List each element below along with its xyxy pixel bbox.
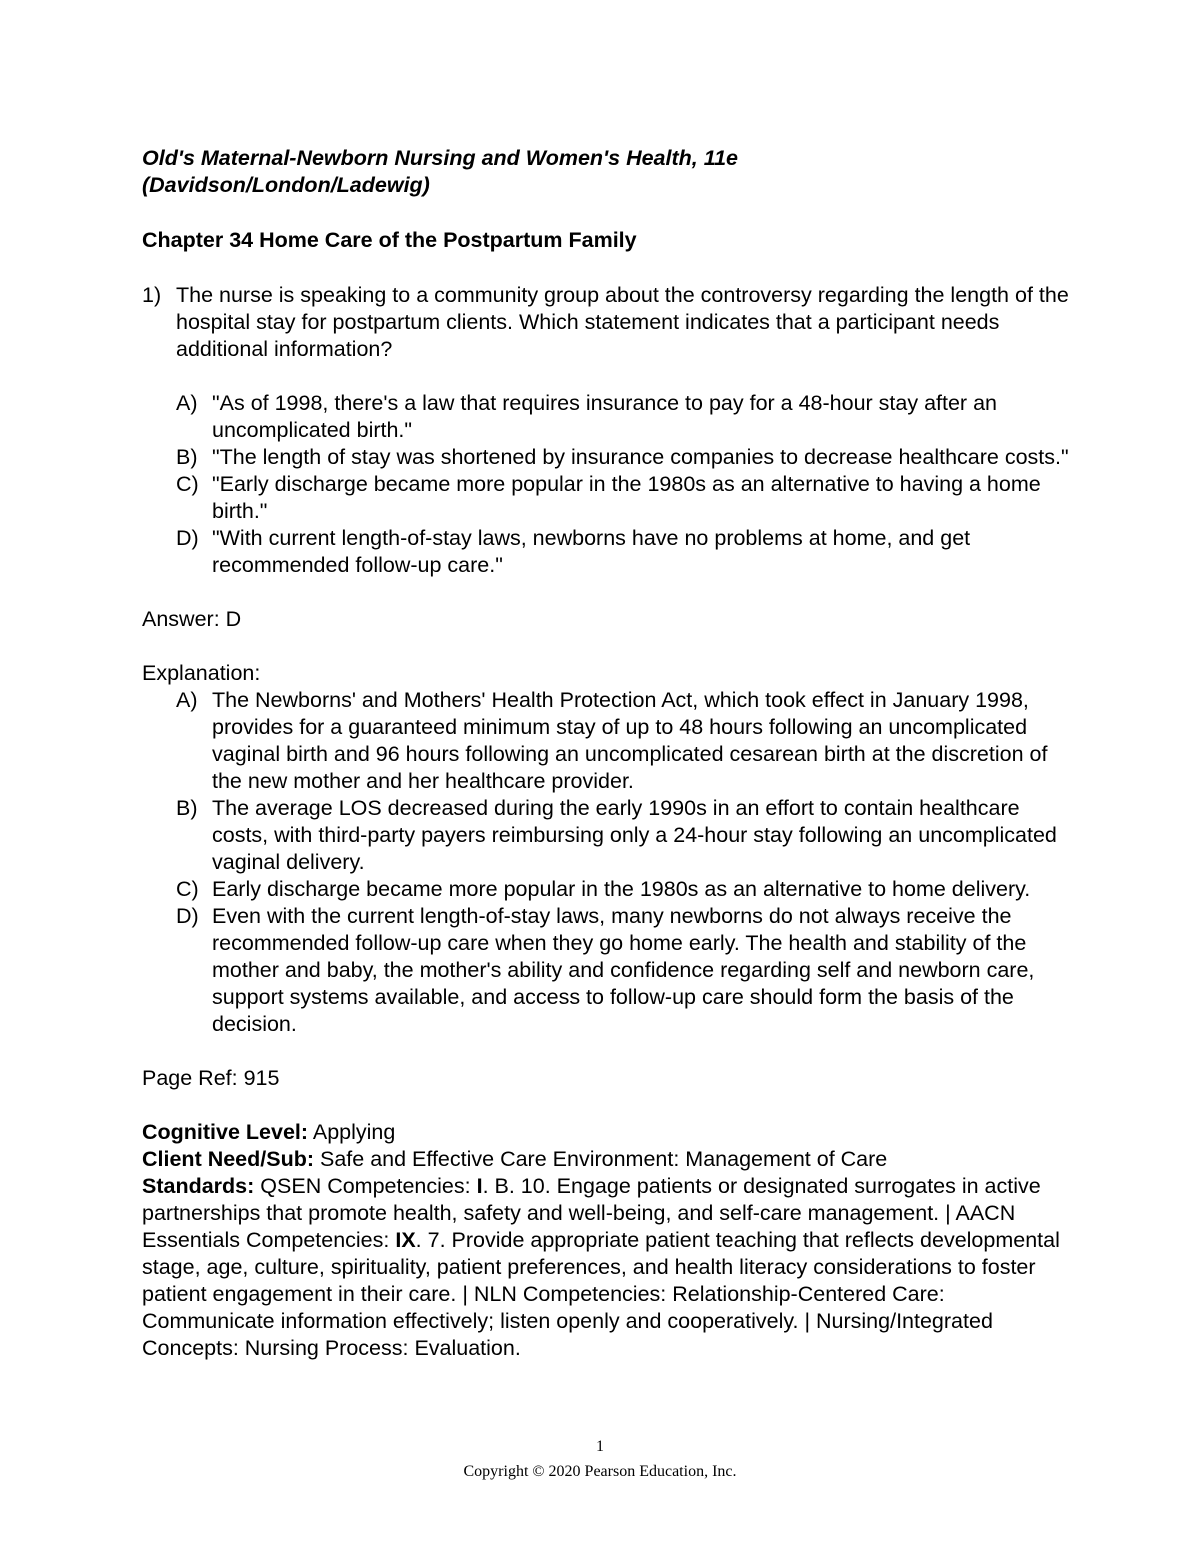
option-a	[176, 390, 1072, 444]
option-text: "As of 1998, there's a law that requires insurance to pay for a 48-hour stay after an uncomplicated birth."	[212, 391, 997, 442]
cognitive-level-label: Cognitive Level:	[142, 1120, 309, 1144]
explanation-text: Even with the current length-of-stay laws, many newborns do not always receive the recommended follow-up care when they go home early. The health and stability of the mother and baby, the mother's ability and confidence regarding self and newborn care, support systems available, and access to follow-up care should form the basis of the decision.	[212, 904, 1035, 1036]
explanation-item-d	[176, 903, 1072, 1038]
option-d	[176, 525, 1072, 579]
explanation-letter: D)	[176, 904, 199, 928]
client-need	[142, 1146, 1072, 1173]
book-title-line1: Old's Maternal-Newborn Nursing and Women's Health, 11e	[142, 146, 739, 170]
explanation-letter: C)	[176, 877, 199, 901]
client-need-label: Client Need/Sub:	[142, 1147, 315, 1171]
page-number: 1	[596, 1438, 604, 1455]
explanation-text: The average LOS decreased during the early 1990s in an effort to contain healthcare costs, with third-party payers reimbursing only a 24-hour stay following an uncomplicated vaginal delivery.	[212, 796, 1057, 874]
answer-options	[142, 390, 1072, 579]
book-title-line2: (Davidson/London/Ladewig)	[142, 173, 430, 197]
question-text: The nurse is speaking to a community group about the controversy regarding the length of the hospital stay for postpartum clients. Which statement indicates that a participant needs additional information?	[176, 283, 1069, 361]
option-text: "With current length-of-stay laws, newborns have no problems at home, and get recommended follow-up care."	[212, 526, 971, 577]
standards-emphasis: I	[476, 1174, 483, 1198]
document-page	[142, 145, 1072, 1362]
option-text: "Early discharge became more popular in the 1980s as an alternative to having a home birth."	[212, 472, 1041, 523]
standards-text: QSEN Competencies:	[254, 1174, 477, 1198]
answer: Answer: D	[142, 607, 242, 631]
explanation-letter: B)	[176, 796, 198, 820]
explanation-text: Early discharge became more popular in the 1980s as an alternative to home delivery.	[212, 877, 1031, 901]
standards-label: Standards:	[142, 1174, 255, 1198]
standards	[142, 1173, 1072, 1362]
client-need-value: Safe and Effective Care Environment: Management of Care	[314, 1147, 888, 1171]
explanation-letter: A)	[176, 688, 198, 712]
explanation-item-a	[176, 687, 1072, 795]
standards-emphasis: IX	[395, 1228, 416, 1252]
explanation	[142, 660, 1072, 1038]
book-title	[142, 145, 1072, 199]
standards-text: . 7. Provide appropriate patient teaching that reflects developmental stage, age, culture, spirituality, patient preferences, and health literacy considerations to foster patient engagement in their care. | NLN Competencies: Relationship-Centered Care: Communicate information effectively; listen openly and cooperatively. | Nursing/Integrated Concepts: Nursing Process: Evaluation.	[142, 1228, 1060, 1360]
copyright: Copyright © 2020 Pearson Education, Inc.	[463, 1463, 737, 1480]
question-number: 1)	[142, 283, 162, 307]
chapter-title: Chapter 34 Home Care of the Postpartum Family	[142, 228, 637, 252]
option-letter: D)	[176, 526, 199, 550]
option-b	[176, 444, 1072, 471]
cognitive-level-value: Applying	[308, 1120, 396, 1144]
explanation-text: The Newborns' and Mothers' Health Protection Act, which took effect in January 1998, provides for a guaranteed minimum stay of up to 48 hours following an uncomplicated vaginal birth and 96 hours following an uncomplicated cesarean birth at the discretion of the new mother and her healthcare provider.	[212, 688, 1048, 793]
explanation-items	[142, 687, 1072, 1038]
option-letter: A)	[176, 391, 198, 415]
question	[142, 282, 1072, 363]
explanation-label: Explanation:	[142, 661, 261, 685]
option-text: "The length of stay was shortened by insurance companies to decrease healthcare costs."	[212, 445, 1069, 469]
explanation-item-c	[176, 876, 1072, 903]
page-ref: Page Ref: 915	[142, 1066, 280, 1090]
option-letter: B)	[176, 445, 198, 469]
standards-text: . B. 10. Engage patients or designated surrogates in active partnerships that promote health, safety and well-being, and self-care management. | AACN Essentials Competencies:	[142, 1174, 1041, 1252]
option-c	[176, 471, 1072, 525]
explanation-item-b	[176, 795, 1072, 876]
metadata	[142, 1119, 1072, 1362]
option-letter: C)	[176, 472, 199, 496]
cognitive-level	[142, 1119, 1072, 1146]
